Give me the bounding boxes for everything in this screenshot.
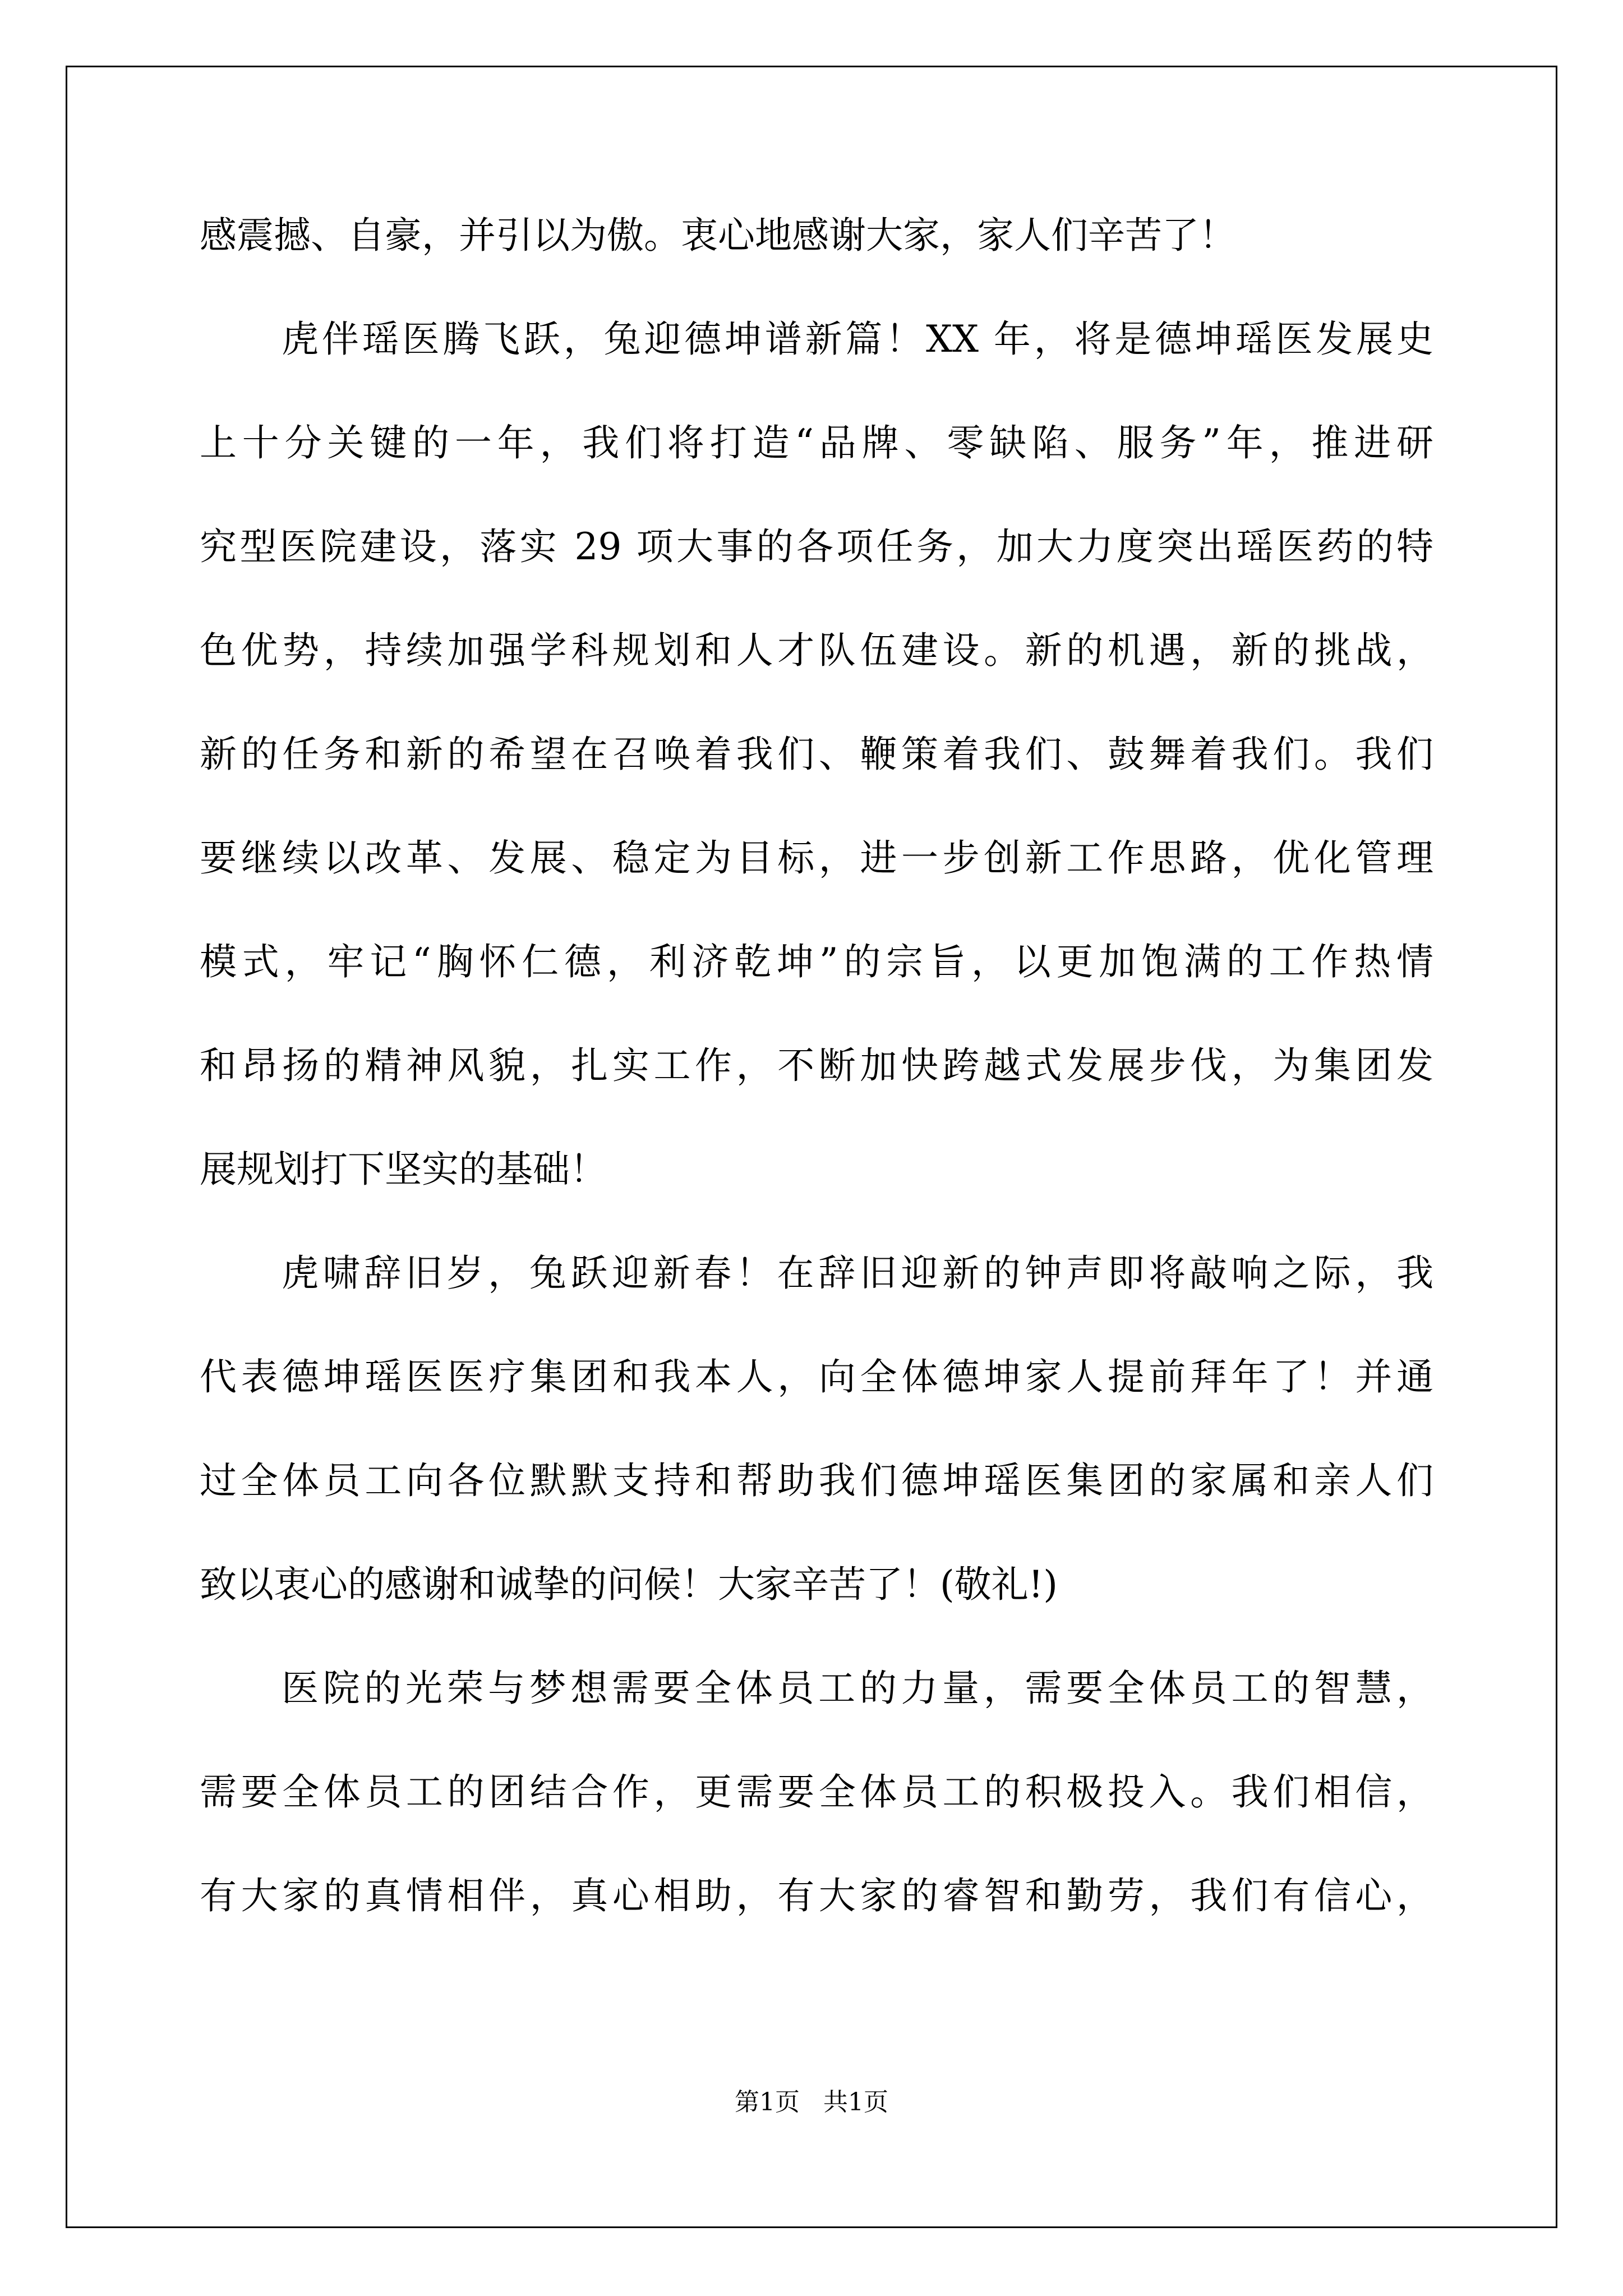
text-line-4: 究型医院建设，落实 29 项大事的各项任务，加大力度突出瑶医药的特	[200, 525, 1433, 568]
text-line-15: 医院的光荣与梦想需要全体员工的力量，需要全体员工的智慧，	[282, 1667, 1433, 1710]
text-line-17: 有大家的真情相伴，真心相助，有大家的睿智和勤劳，我们有信心，	[200, 1874, 1433, 1917]
text-line-3: 上十分关键的一年，我们将打造“品牌、零缺陷、服务”年，推进研	[200, 421, 1433, 464]
text-line-12: 代表德坤瑶医医疗集团和我本人，向全体德坤家人提前拜年了！并通	[200, 1355, 1433, 1398]
text-line-16: 需要全体员工的团结合作，更需要全体员工的积极投入。我们相信，	[200, 1770, 1433, 1814]
text-line-10: 展规划打下坚实的基础！	[200, 1148, 607, 1191]
text-line-14: 致以衷心的感谢和诚挚的问候！大家辛苦了！(敬礼!)	[200, 1563, 1058, 1606]
text-line-7: 要继续以改革、发展、稳定为目标，进一步创新工作思路，优化管理	[200, 836, 1433, 880]
text-line-5: 色优势，持续加强学科规划和人才队伍建设。新的机遇，新的挑战，	[200, 629, 1433, 672]
page-number-footer: 第1页 共1页	[735, 2088, 888, 2116]
text-line-9: 和昂扬的精神风貌，扎实工作，不断加快跨越式发展步伐，为集团发	[200, 1044, 1433, 1087]
text-line-2: 虎伴瑶医腾飞跃，兔迎德坤谱新篇！XX 年，将是德坤瑶医发展史	[282, 318, 1433, 361]
text-line-11: 虎啸辞旧岁，兔跃迎新春！在辞旧迎新的钟声即将敲响之际，我	[282, 1251, 1433, 1295]
text-line-1: 感震撼、自豪，并引以为傲。衷心地感谢大家，家人们辛苦了！	[200, 214, 1236, 257]
text-line-13: 过全体员工向各位默默支持和帮助我们德坤瑶医集团的家属和亲人们	[200, 1459, 1433, 1502]
text-line-6: 新的任务和新的希望在召唤着我们、鞭策着我们、鼓舞着我们。我们	[200, 733, 1433, 776]
text-line-8: 模式，牢记“胸怀仁德，利济乾坤”的宗旨，以更加饱满的工作热情	[200, 940, 1433, 983]
